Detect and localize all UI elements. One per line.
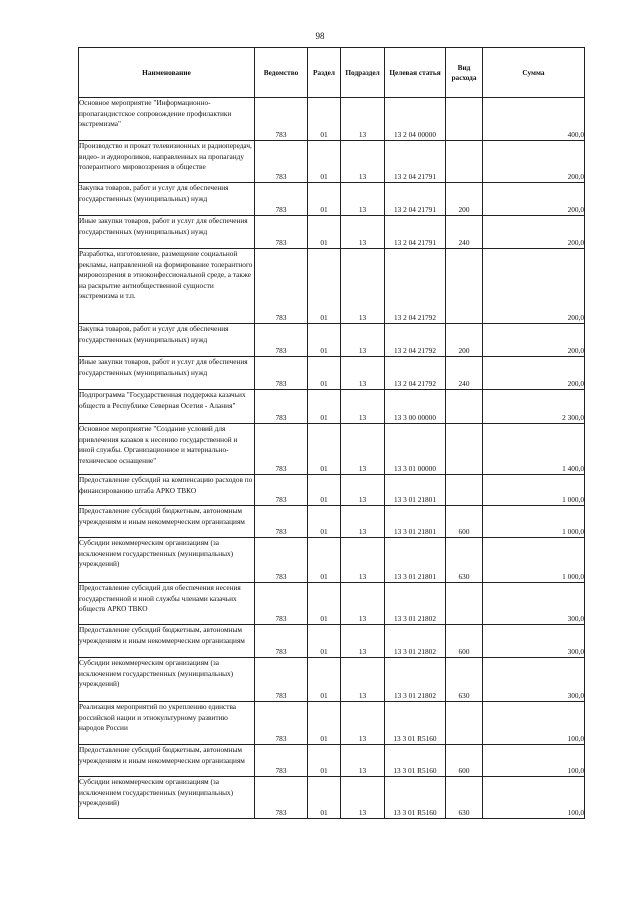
row-amount: 100,0 [483,702,585,745]
row-subsection: 13 [341,625,385,658]
row-subsection: 13 [341,583,385,625]
row-section: 01 [308,506,341,538]
table-row [79,506,585,538]
row-subsection: 13 [341,538,385,583]
row-expense-type [446,475,483,506]
row-expense-type [446,141,483,183]
row-amount: 200,0 [483,141,585,183]
row-name: Предоставление субсидий бюджетным, автономным учреждениям и иным некоммерческим организациям [79,506,255,538]
header-target-article: Целевая статья [385,48,446,98]
row-subsection: 13 [341,475,385,506]
row-subsection: 13 [341,658,385,702]
row-target-article: 13 2 04 21792 [385,357,446,390]
table-row [79,702,585,745]
header-name: Наименование [79,48,255,98]
row-target-article: 13 3 01 21802 [385,658,446,702]
row-department: 783 [255,424,308,475]
row-department: 783 [255,777,308,819]
row-section: 01 [308,390,341,424]
row-name: Предоставление субсидий бюджетным, автономным учреждениям и иным некоммерческим организациям [79,745,255,777]
row-section: 01 [308,98,341,141]
row-expense-type [446,249,483,324]
row-section: 01 [308,183,341,216]
table-row [79,98,585,141]
row-expense-type [446,702,483,745]
row-expense-type [446,424,483,475]
row-subsection: 13 [341,777,385,819]
row-expense-type [446,390,483,424]
row-section: 01 [308,702,341,745]
table-row [79,424,585,475]
row-target-article: 13 3 00 00000 [385,390,446,424]
row-expense-type: 200 [446,183,483,216]
row-section: 01 [308,324,341,357]
row-section: 01 [308,475,341,506]
header-expense-type: Вид расхода [446,48,483,98]
header-department: Ведомство [255,48,308,98]
row-name: Предоставление субсидий для обеспечения несения государственной и иной службы членами казачьих обществ АРКО ТВКО [79,583,255,625]
header-section: Раздел [308,48,341,98]
table-row [79,183,585,216]
table-row [79,390,585,424]
table-body [79,98,585,819]
row-department: 783 [255,538,308,583]
row-department: 783 [255,658,308,702]
row-amount: 200,0 [483,324,585,357]
row-target-article: 13 2 04 21792 [385,249,446,324]
row-expense-type: 630 [446,777,483,819]
row-expense-type: 240 [446,357,483,390]
row-expense-type [446,583,483,625]
row-subsection: 13 [341,324,385,357]
row-expense-type: 600 [446,745,483,777]
row-name: Предоставление субсидий на компенсацию расходов по финансированию штаба АРКО ТВКО [79,475,255,506]
row-department: 783 [255,183,308,216]
page-number: 98 [315,31,325,41]
row-department: 783 [255,506,308,538]
header-amount: Сумма [483,48,585,98]
row-subsection: 13 [341,183,385,216]
row-name: Закупка товаров, работ и услуг для обеспечения государственных (муниципальных) нужд [79,183,255,216]
row-amount: 300,0 [483,625,585,658]
row-name: Субсидии некоммерческим организациям (за исключением государственных (муниципальных) учреждений) [79,777,255,819]
row-expense-type: 240 [446,216,483,249]
row-expense-type [446,98,483,141]
table-row [79,216,585,249]
row-department: 783 [255,216,308,249]
row-name: Реализация мероприятий по укреплению единства российской нации и этнокультурному развитию народов России [79,702,255,745]
row-amount: 200,0 [483,357,585,390]
row-section: 01 [308,777,341,819]
table-row [79,324,585,357]
row-section: 01 [308,658,341,702]
row-amount: 300,0 [483,583,585,625]
row-amount: 1 400,0 [483,424,585,475]
row-department: 783 [255,702,308,745]
table-row [79,141,585,183]
row-target-article: 13 3 01 R5160 [385,702,446,745]
row-department: 783 [255,357,308,390]
row-department: 783 [255,324,308,357]
row-name: Основное мероприятие "Информационно-пропагандистское сопровождение профилактики экстремизма" [79,98,255,141]
row-section: 01 [308,249,341,324]
header-subsection: Подраздел [341,48,385,98]
table-row [79,658,585,702]
row-subsection: 13 [341,424,385,475]
table-row [79,745,585,777]
row-target-article: 13 3 01 R5160 [385,745,446,777]
row-target-article: 13 2 04 00000 [385,98,446,141]
row-amount: 200,0 [483,183,585,216]
row-target-article: 13 3 01 21801 [385,506,446,538]
row-section: 01 [308,583,341,625]
row-amount: 1 000,0 [483,506,585,538]
table-row [79,777,585,819]
row-target-article: 13 2 04 21791 [385,183,446,216]
row-name: Подпрограмма "Государственная поддержка казачьих обществ в Республике Северная Осетия - Алания" [79,390,255,424]
row-subsection: 13 [341,357,385,390]
row-section: 01 [308,216,341,249]
row-amount: 100,0 [483,745,585,777]
row-amount: 1 000,0 [483,538,585,583]
row-section: 01 [308,625,341,658]
row-target-article: 13 3 01 21802 [385,625,446,658]
row-subsection: 13 [341,506,385,538]
budget-table [78,47,585,819]
table-row [79,357,585,390]
row-name: Закупка товаров, работ и услуг для обеспечения государственных (муниципальных) нужд [79,324,255,357]
row-target-article: 13 3 01 21801 [385,475,446,506]
row-subsection: 13 [341,702,385,745]
row-department: 783 [255,745,308,777]
row-expense-type: 200 [446,324,483,357]
row-section: 01 [308,357,341,390]
row-name: Основное мероприятие "Создание условий для привлечения казаков к несению государственной и иной службы. Организационное и материально-техническое оснащение" [79,424,255,475]
row-department: 783 [255,583,308,625]
row-name: Иные закупки товаров, работ и услуг для обеспечения государственных (муниципальных) нужд [79,216,255,249]
row-department: 783 [255,625,308,658]
row-name: Предоставление субсидий бюджетным, автономным учреждениям и иным некоммерческим организациям [79,625,255,658]
row-name: Субсидии некоммерческим организациям (за исключением государственных (муниципальных) учреждений) [79,658,255,702]
row-name: Разработка, изготовление, размещение социальной рекламы, направленной на формирование толерантного мировоззрения в этноконфессиональной среде, а также на раскрытие антиобщественной сущности экстремизма и т.п. [79,249,255,324]
row-target-article: 13 3 01 21801 [385,538,446,583]
row-amount: 400,0 [483,98,585,141]
row-subsection: 13 [341,216,385,249]
row-target-article: 13 3 01 00000 [385,424,446,475]
row-expense-type: 600 [446,625,483,658]
table-row [79,249,585,324]
row-expense-type: 600 [446,506,483,538]
row-name: Иные закупки товаров, работ и услуг для обеспечения государственных (муниципальных) нужд [79,357,255,390]
row-subsection: 13 [341,98,385,141]
row-amount: 100,0 [483,777,585,819]
row-section: 01 [308,141,341,183]
row-target-article: 13 3 01 21802 [385,583,446,625]
table-header [79,48,585,98]
row-amount: 300,0 [483,658,585,702]
row-expense-type: 630 [446,538,483,583]
row-department: 783 [255,475,308,506]
row-target-article: 13 2 04 21791 [385,216,446,249]
row-section: 01 [308,538,341,583]
row-name: Субсидии некоммерческим организациям (за исключением государственных (муниципальных) учреждений) [79,538,255,583]
row-target-article: 13 2 04 21792 [385,324,446,357]
row-amount: 200,0 [483,249,585,324]
row-amount: 2 300,0 [483,390,585,424]
row-name: Производство и прокат телевизионных и радиопередач, видео- и аудиороликов, направленных на пропаганду толерантного мировоззрения в обществе [79,141,255,183]
row-subsection: 13 [341,249,385,324]
row-department: 783 [255,141,308,183]
row-subsection: 13 [341,141,385,183]
row-subsection: 13 [341,745,385,777]
row-subsection: 13 [341,390,385,424]
row-section: 01 [308,745,341,777]
table-row [79,625,585,658]
row-department: 783 [255,98,308,141]
row-target-article: 13 2 04 21791 [385,141,446,183]
row-amount: 200,0 [483,216,585,249]
table-row [79,538,585,583]
table-row [79,583,585,625]
row-target-article: 13 3 01 R5160 [385,777,446,819]
row-expense-type: 630 [446,658,483,702]
row-amount: 1 000,0 [483,475,585,506]
row-department: 783 [255,249,308,324]
row-section: 01 [308,424,341,475]
table-row [79,475,585,506]
row-department: 783 [255,390,308,424]
